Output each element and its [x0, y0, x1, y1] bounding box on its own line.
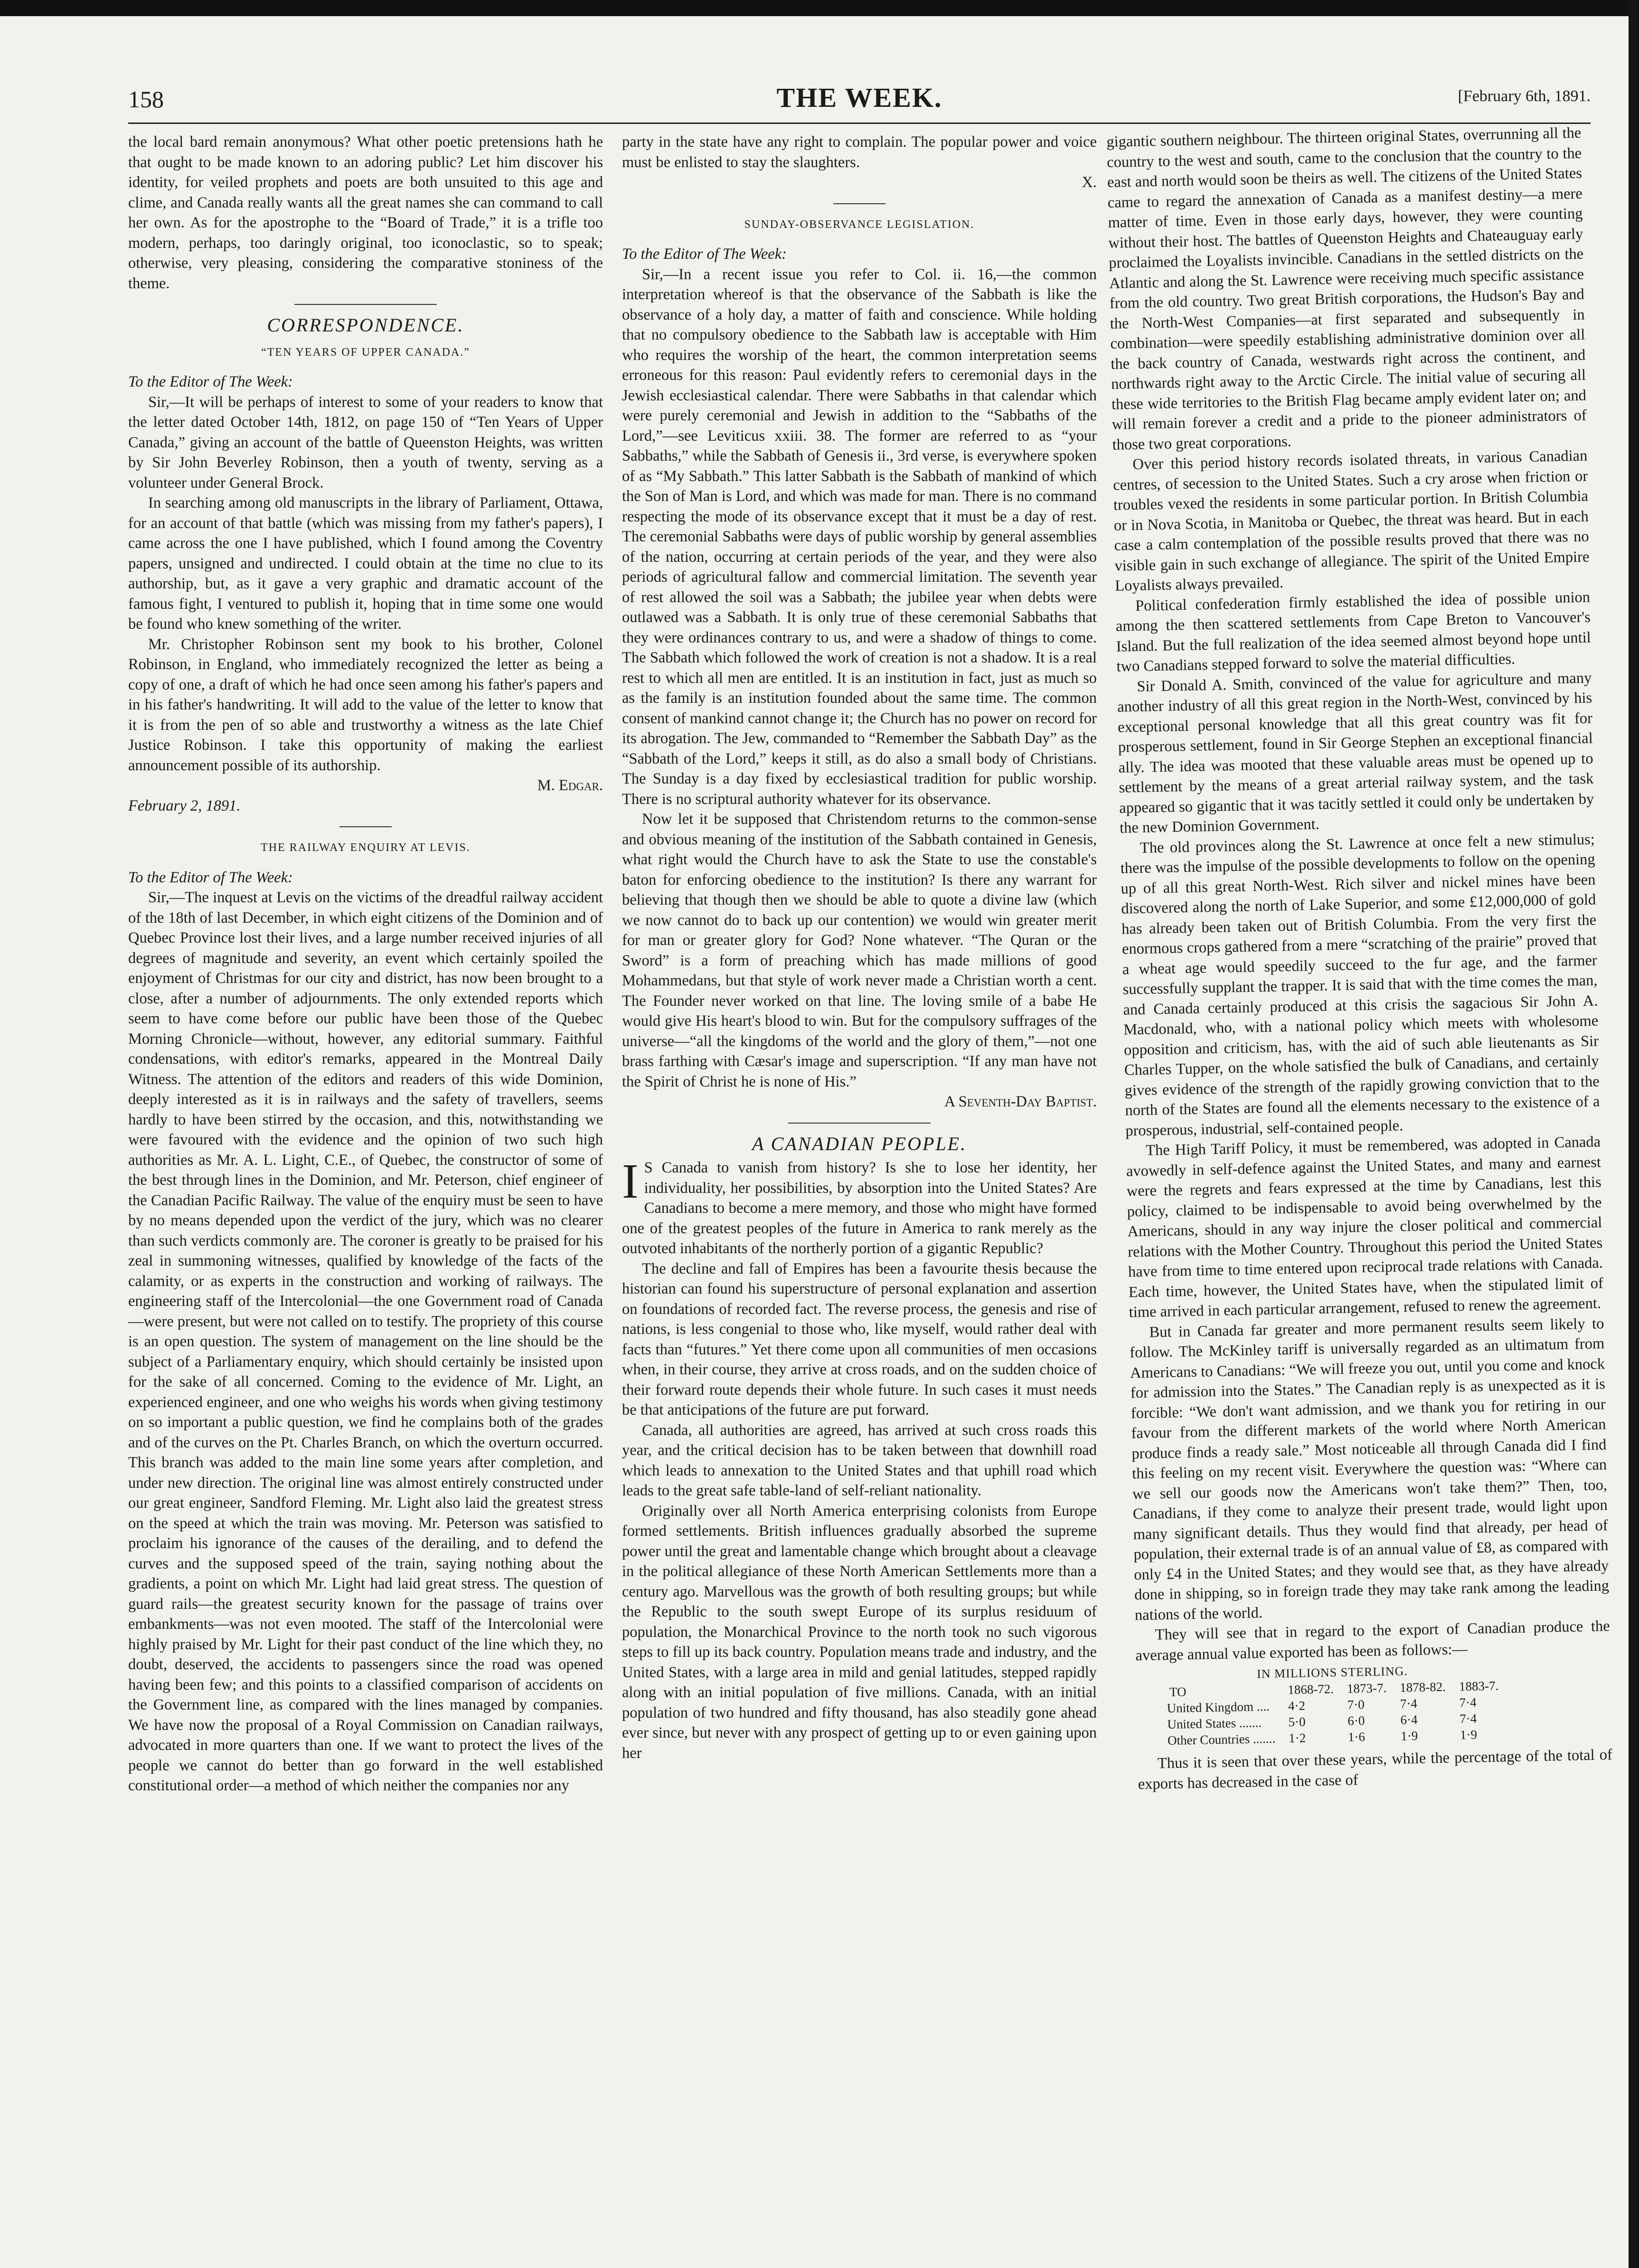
letter-paragraph: Now let it be supposed that Christendom returns to the common-sense and obvious meaning of the institution of the Sabbath contained in Genesis, what right would the Church have to ask the State to use the constable's baton for enforcing obedience to the institution? Is there any warrant for believing that though then we should be able to quote a divine law (which we now cannot do to back up our contention) we would win greater merit for man or greater glory for God? None whatever. “The Quran or the Sword” is a form of preaching which has made millions of good Mohammedans, but that style of work never made a Christian worth a cent. The Founder never worked on that line. The loving smile of a babe He would give His heart's blood to win. But for the compulsory suffrages of the universe—“all the kingdoms of the world and the glory of them,”—not one brass farthing with Cæsar's image and superscription. “If any man have not the Spirit of Christ he is none of His.” — [622, 811, 1097, 1090]
letter-subtitle: SUNDAY-OBSERVANCE LEGISLATION. — [744, 218, 975, 231]
letter-subtitle: THE RAILWAY ENQUIRY AT LEVIS. — [261, 841, 471, 854]
article-paragraph: They will see that in regard to the export of Canadian produce the average annual value exported has been as follows:— — [1135, 1617, 1610, 1664]
table-column-header: 1873-7. — [1347, 1681, 1387, 1696]
table-cell: 7·4 — [1400, 1696, 1418, 1711]
article-paragraph: Political confederation firmly established the idea of possible union among the then scattered settlements from Cape Breton to Vancouver's Island. But the full realization of the idea seemed almost beyond hope until two Canadians stepped forward to solve the material difficulties. — [1115, 588, 1591, 675]
article-paragraph: gigantic southern neighbour. The thirteen original States, overrunning all the country to the west and south, came to the conclusion that the country to the east and north would soon be theirs as well. The citizens of the United States came to regard the annexation of Canada as a manifest destiny—a mere matter of time. Even in those early days, however, they were counting without their host. The battles of Queenston Heights and Chateauguay early proclaimed the Loyalists invincible. Canadians in the settled districts on the Atlantic and along the St. Lawrence were receiving much specific assistance from the old country. Two great British corporations, the Hudson's Bay and the North-West Companies—at first separated and subsequently in combination—were speedily establishing administrative dominion over all the back country of Canada, westwards right across the continent, and northwards right away to the Arctic Circle. The initial value of securing all these wide territories to the British Flag became amply evident later on; and will remain forever a credit and a pride to the pioneer administrators of those two great corporations. — [1106, 124, 1587, 454]
letter-salutation: To the Editor of The Week: — [128, 869, 293, 886]
table-column-header: 1883-7. — [1459, 1678, 1499, 1694]
article-opening — [622, 1154, 1097, 1259]
table-cell: 6·0 — [1347, 1713, 1365, 1728]
scan-top-edge — [0, 0, 1639, 16]
letter-paragraph: Sir,—In a recent issue you refer to Col. ii. 16,—the common interpretation whereof is that the observance of the Sabbath is like the observance of a holy day, a matter of faith and conscience. While holding that no compulsory obedience to the Sabbath law is acceptable with Him who requires the worship of the heart, the common interpretation seems erroneous for this reason: Paul evidently refers to ceremonial days in the Jewish ecclesiastical calendar. There were Sabbaths in that calendar which were purely ceremonial and Jewish in addition to the “Sabbaths of the Lord,”—see Leviticus xxiii. 38. The former are referred to as “your Sabbaths,” while the Sabbath of Genesis ii., 3rd verse, is everywhere spoken of as “My Sabbath.” This latter Sabbath is the Sabbath of mankind of which the Son of Man is Lord, and which was made for man. There is no command respecting the mode of its observance except that it must be a day of rest. The ceremonial Sabbaths were days of public worship by general assemblies of the nation, occurring at certain periods of the year, and they were also periods of agricultural fallow and commercial limitation. The seventh year of rest allowed the soil was a Sabbath; the jubilee year when debts were outlawed was a Sabbath. It is only true of these ceremonial Sabbaths that they were ordinances contrary to us, and were a shadow of things to come. The Sabbath which followed the work of creation is not a shadow. It is a real rest to which all men are entitled. It is an institution in fact, just as much so as the family is an institution founded about the same time. The common consent of mankind cannot change it; the Church has no power on record for its abrogation. The Jew, commanded to “Remember the Sabbath Day” as the “Sabbath of the Lord,” keeps it still, as do also a small body of Christians. The Sunday is a day fixed by ecclesiastical tradition for public worship. There is no scriptural authority whatever for its observance. — [622, 265, 1097, 808]
letter-paragraph: Sir,—The inquest at Levis on the victims of the dreadful railway accident of the 18th of last December, in which eight citizens of the Dominion and of Quebec Province lost their lives, and a large number received injuries of all degrees of magnitude and severity, an event which certainly spoiled the enjoyment of Christmas for our city and district, has now been brought to a close, after a number of adjournments. The only extended reports which seem to have come before our public have been those of the Quebec Morning Chronicle—without, however, any editorial summary. Faithful condensations, with editor's remarks, appeared in the Montreal Daily Witness. The attention of the editors and readers of this wide Dominion, deeply interested as it is in railways and the safety of travellers, seems hardly to have been stirred by the occasion, and this, notwithstanding we were favoured with the evidence and the opinion of two such high authorities as Mr. A. L. Light, C.E., of Quebec, the constructor of some of the best through lines in the Dominion, and Mr. Peterson, chief engineer of the Canadian Pacific Railway. The value of the enquiry must be seen to have by no means depended upon the verdict of the jury, which was no clearer than such verdicts commonly are. The coroner is greatly to be praised for his zeal in summoning witnesses, qualified by knowledge of the facts of the calamity, or as experts in the construction and working of railways. The engineering staff of the Intercolonial—the one Government road of Canada—were present, but were not called on to testify. The propriety of this course is an open question. The system of management on the line should be the subject of a Parliamentary enquiry, which should certainly be insisted upon for the sake of all concerned. Coming to the evidence of Mr. Light, an experienced engineer, and one who weighs his words when giving testimony on so important a public question, we find he complains both of the grades and of the curves on the Pt. Charles Branch, on which the overturn occurred. This branch was added to the main line some years after completion, and under new direction. The original line was almost entirely constructed under our great engineer, Sandford Fleming. Mr. Light also laid the greatest stress on the speed at which the train was moving. Mr. Peterson was satisfied to proclaim his ignorance of the causes of the derailing, and to defend the curves and the supposed speed of the train, saying nothing about the gradients, a point on which Mr. Light had laid great stress. The question of guard rails—the greatest security known for the passage of trains over embankments—was not even mooted. The staff of the Intercolonial were highly praised by Mr. Light for their past conduct of the line which they, no doubt, deserved, the accidents to passengers since the road was opened having been few; and this points to a classified comparison of accidents on the Government line, as compared with the lines managed by companies. We have now the proposal of a Royal Commission on Canadian railways, advocated in more quarters than one. If we want to protect the lives of the people we cannot do better than go forward in the well established constitutional order—a method of which neither the companies nor any — [128, 889, 603, 1794]
exports-table — [1159, 1661, 1506, 1748]
table-cell: 1·2 — [1288, 1730, 1306, 1746]
table-cell: 1·9 — [1460, 1727, 1478, 1742]
section-rule — [294, 304, 437, 305]
letter-date: February 2, 1891. — [128, 797, 241, 814]
table-cell: 7·0 — [1347, 1697, 1365, 1712]
article-paragraph: The old provinces along the St. Lawrence at once felt a new stimulus; there was the impulse of the possible developments to follow on the opening up of all this great North-West. Rich silver and nickel mines have been discovered along the north of Lake Superior, and some £12,000,000 of gold has already been taken out of British Columbia. From the very first the enormous crops gathered from a mere “scratching of the prairie” proved that a wheat age would speedily succeed to the fur age, and the farmer successfully supplant the trapper. It is said that with the time comes the man, and Canada certainly produced at this crisis the sagacious Sir John A. Macdonald, who, with a national policy which meets with wholesome opposition and criticism, has, with the aid of such able lieutenants as Sir Charles Tupper, on the whole satisfied the bulk of Canadians, and certainly gives evidence of the strength of the rapidly growing conviction that to the north of the States are found all the elements necessary to the existence of a prosperous, industrial, self-contained people. — [1120, 831, 1600, 1140]
table-row-label: Other Countries ....... — [1167, 1731, 1276, 1748]
letter-signature: A Seventh-Day Baptist. — [944, 1093, 1097, 1110]
page-number: 158 — [128, 86, 164, 113]
column-3 — [1106, 123, 1621, 2240]
journal-title: THE WEEK. — [776, 82, 942, 113]
column-1 — [128, 132, 603, 2240]
letter-salutation: To the Editor of The Week: — [622, 246, 787, 263]
page-header — [128, 82, 1591, 123]
letter-paragraph: Mr. Christopher Robinson sent my book to his brother, Colonel Robinson, in England, who immediately recognized the letter as being a copy of one, a draft of which he had once seen among his father's papers and in his father's handwriting. It will add to the value of the letter to know that it is from the pen of so able and trustworthy a witness as the late Chief Justice Robinson. I take this opportunity of making the earliest announcement possible of its authorship. — [128, 635, 603, 774]
article-title: A CANADIAN PEOPLE. — [752, 1133, 967, 1154]
article-paragraph: Thus it is seen that over these years, while the percentage of the total of exports has decreased in the case of — [1138, 1746, 1613, 1793]
article-paragraph: The decline and fall of Empires has been a favourite thesis because the historian can found his superstructure of personal explanation and assertion on foundations of recorded fact. The reverse process, the genesis and rise of nations, is less congenial to those who, like myself, would rather deal with facts than “futures.” Yet there come upon all communities of men occasions when, in their course, they arrive at cross roads, and on the sudden choice of their forward route depends their whole future. In such cases it must needs be that anticipations of the future are put forward. — [622, 1260, 1097, 1418]
letter-signature: X. — [1082, 174, 1097, 191]
table-column-header: 1868-72. — [1287, 1682, 1334, 1697]
table-caption: IN MILLIONS STERLING. — [1256, 1664, 1408, 1681]
table-column-header: 1878-82. — [1399, 1679, 1446, 1695]
article-paragraph: The High Tariff Policy, it must be remembered, was adopted in Canada avowedly in self-defence against the United States, and many and earnest were the regrets and fears expressed at the time by Canadians, lest this policy, claimed to be indispensable to avoid being overwhelmed by the Americans, should in any way injure the closer political and commercial relations with the Mother Country. Throughout this period the United States have from time to time entered upon reciprocal trade relations with Canada. Each time, however, the United States have, when the stipulated limit of time arrived in each particular arrangement, refused to renew the agreement. — [1126, 1133, 1604, 1321]
table-row-label: United States ....... — [1167, 1715, 1262, 1732]
section-rule — [788, 1123, 931, 1124]
issue-date: [February 6th, 1891. — [1458, 87, 1591, 105]
section-title: CORRESPONDENCE. — [267, 314, 464, 336]
table-cell: 7·4 — [1459, 1711, 1477, 1726]
article-paragraph: Canada, all authorities are agreed, has arrived at such cross roads this year, and the critical decision has to be taken between that downhill road which leads to annexation to the United States and that uphill road which leads to the great safe table-land of self-reliant nationality. — [622, 1421, 1097, 1499]
letter-paragraph: Sir,—It will be perhaps of interest to some of your readers to know that the letter dated October 14th, 1812, on page 150 of “Ten Years of Upper Canada,” giving an account of the battle of Queenston Heights, was written by Sir John Beverley Robinson, then a youth of twenty, serving as a volunteer under General Brock. — [128, 393, 603, 491]
table-cell: 5·0 — [1288, 1714, 1306, 1729]
letter-signature: M. Edgar. — [537, 777, 603, 794]
header-rule — [128, 123, 1591, 124]
drop-cap: I — [622, 1154, 639, 1209]
letter-paragraph: In searching among old manuscripts in the library of Parliament, Ottawa, for an account of that battle (which was missing from my father's papers), I came across the one I have published, which I found among the Coventry papers, unsigned and undirected. I could obtain at the time no clue to its authorship, but, as it gave a very graphic and dramatic account of the famous fight, I ventured to publish it, hoping that in time some one would be found who knew something of the writer. — [128, 494, 603, 633]
article-paragraph: S Canada to vanish from history? Is she to lose her identity, her individuality, her possibilities, by absorption into the United States? Are Canadians to become a mere memory, and those who might have formed one of the greatest peoples of the future in America to rank merely as the outvoted inhabitants of the northerly portion of a gigantic Republic? — [622, 1159, 1097, 1257]
article-paragraph: Originally over all North America enterprising colonists from Europe formed settlements. British influences gradually absorbed the supreme power until the great and lamentable change which brought about a cleavage in the political allegiance of these North American Settlements more than a century ago. Marvellous was the growth of both resulting groups; but while the Republic to the south swept Europe of its surplus residuum of population, the Monarchical Province to the north took no such vigorous steps to fill up its back country. Population means trade and industry, and the United States, with a large area in mild and genial latitudes, stepped rapidly along with an initial population of five millions. Canada, with an initial population of two hundred and fifty thousand, has also steadily gone ahead ever since, but never with any prospect of getting up to or even gaining upon her — [622, 1502, 1097, 1762]
table-stub-header: TO — [1169, 1684, 1187, 1700]
table-row-label: United Kingdom .... — [1167, 1699, 1270, 1716]
continued-paragraph: party in the state have any right to complain. The popular power and voice must be enlisted to stay the slaughters. — [622, 133, 1097, 171]
article-paragraph: Sir Donald A. Smith, convinced of the value for agriculture and many another industry of all this great region in the North-West, convinced by his exceptional personal knowledge that all this great country was fit for prosperous settlement, found in Sir George Stephen an exceptional financial ally. The idea was mooted that these valuable areas must be opened up to settlement by the means of a great arterial railway system, and the task appeared so gigantic that it was tacitly settled it could only be undertaken by the new Dominion Government. — [1117, 669, 1594, 837]
table-cell: 1·6 — [1347, 1729, 1366, 1744]
table-cell: 4·2 — [1288, 1698, 1306, 1713]
scan-right-edge — [1629, 0, 1639, 2268]
letter-rule — [339, 826, 392, 827]
letter-salutation: To the Editor of The Week: — [128, 373, 293, 390]
table-cell: 6·4 — [1400, 1712, 1418, 1727]
article-paragraph: But in Canada far greater and more permanent results seem likely to follow. The McKinley tariff is universally regarded as an ultimatum from Americans to Canadians: “We will freeze you out, until you come and knock for admission into the States.” The Canadian reply is as unexpected as it is forcible: “We don't want admission, and we thank you for retiring in our favour from the different markets of the world where North American produce finds a ready sale.” Most noticeable all through Canada did I find this feeling on my recent visit. Everywhere the question was: “Where can we sell our goods now the Americans won't take them?” Then, too, Canadians, if they come to analyze their present trade, would light upon many significant details. Thus they would find that already, per head of population, their external trade is of an annual value of £8, as compared with only £4 in the United States; and they would see that, as they have already done in shipping, so in foreign trade they may take rank among the leading nations of the world. — [1130, 1314, 1610, 1624]
letter-rule — [833, 203, 885, 204]
letter-subtitle: “TEN YEARS OF UPPER CANADA.” — [261, 346, 470, 359]
column-2 — [622, 132, 1097, 2240]
table-cell: 1·9 — [1400, 1729, 1418, 1743]
intro-paragraph: the local bard remain anonymous? What other poetic pretensions hath he that ought to be made known to an adoring public? Let him discover his identity, for veiled prophets and poets are both unsuited to this age and clime, and Canada really wants all the great names she can command to call her own. As for the apostrophe to the “Board of Trade,” it is a trifle too modern, perhaps, too daringly original, too iconoclastic, so to speak; otherwise, very pleasing, considering the comparative stoniness of the theme. — [128, 133, 603, 292]
table-cell: 7·4 — [1459, 1695, 1477, 1710]
article-paragraph: Over this period history records isolated threats, in various Canadian centres, of secession to the United States. Such a cry arose when friction or troubles vexed the residents in some particular portion. In British Columbia or in Nova Scotia, in Manitoba or Quebec, the threat was heard. But in each case a calm contemplation of the possible results proved that there was no visible gain in such exchange of allegiance. The spirit of the United Empire Loyalists always prevailed. — [1112, 447, 1590, 595]
